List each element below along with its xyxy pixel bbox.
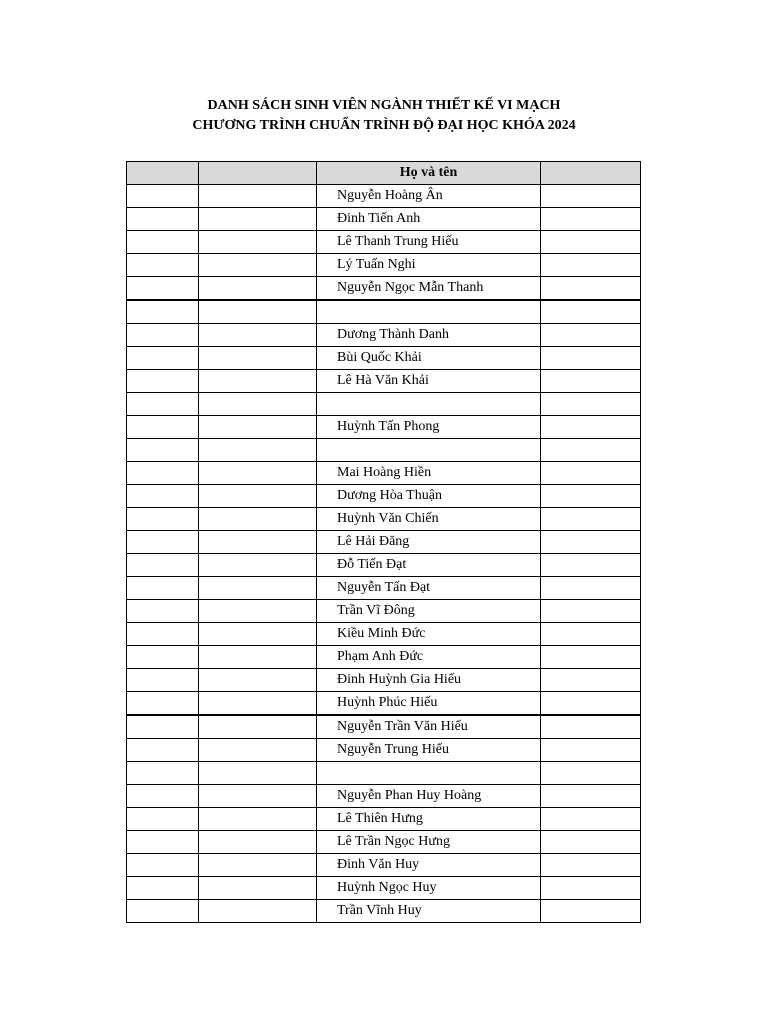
table-row (127, 692, 641, 716)
table-row (127, 462, 641, 485)
empty-cell (127, 831, 199, 854)
empty-cell (127, 185, 199, 208)
empty-cell (541, 692, 641, 716)
empty-cell (541, 646, 641, 669)
empty-cell (199, 554, 317, 577)
column-header (541, 162, 641, 185)
student-name-cell (317, 439, 541, 462)
empty-cell (199, 692, 317, 716)
empty-cell (127, 508, 199, 531)
empty-cell (541, 715, 641, 739)
empty-cell (541, 277, 641, 301)
empty-cell (199, 393, 317, 416)
empty-cell (541, 623, 641, 646)
empty-cell (127, 462, 199, 485)
student-name-cell: Trần Vĩnh Huy (317, 900, 541, 923)
table-row (127, 300, 641, 324)
table-row (127, 485, 641, 508)
empty-cell (541, 531, 641, 554)
table-row (127, 577, 641, 600)
empty-cell (199, 739, 317, 762)
empty-cell (127, 623, 199, 646)
student-name-cell: Lý Tuấn Nghi (317, 254, 541, 277)
empty-cell (541, 324, 641, 347)
student-name-cell: Dương Thành Danh (317, 324, 541, 347)
table-row (127, 370, 641, 393)
table-row (127, 254, 641, 277)
student-name-cell: Lê Thiên Hưng (317, 808, 541, 831)
empty-cell (541, 300, 641, 324)
empty-cell (199, 669, 317, 692)
table-row (127, 231, 641, 254)
empty-cell (199, 416, 317, 439)
document-title-line1: DANH SÁCH SINH VIÊN NGÀNH THIẾT KẾ VI MẠCH (207, 98, 561, 113)
student-name-cell: Đinh Huỳnh Gia Hiếu (317, 669, 541, 692)
empty-cell (199, 623, 317, 646)
column-header-full-name: Họ và tên (317, 162, 541, 185)
empty-cell (541, 854, 641, 877)
table-row (127, 715, 641, 739)
empty-cell (127, 231, 199, 254)
empty-cell (541, 254, 641, 277)
student-name-cell: Nguyễn Ngọc Mẫn Thanh (317, 277, 541, 301)
empty-cell (541, 669, 641, 692)
table-row (127, 739, 641, 762)
empty-cell (541, 208, 641, 231)
table-row (127, 762, 641, 785)
student-name-cell: Nguyễn Hoàng Ân (317, 185, 541, 208)
empty-cell (199, 600, 317, 623)
empty-cell (199, 300, 317, 324)
empty-cell (199, 831, 317, 854)
student-name-cell (317, 393, 541, 416)
empty-cell (199, 577, 317, 600)
empty-cell (541, 831, 641, 854)
empty-cell (127, 531, 199, 554)
table-row (127, 393, 641, 416)
empty-cell (127, 762, 199, 785)
empty-cell (127, 600, 199, 623)
student-name-cell: Nguyễn Trung Hiếu (317, 739, 541, 762)
empty-cell (127, 324, 199, 347)
empty-cell (199, 808, 317, 831)
student-name-cell: Huỳnh Tấn Phong (317, 416, 541, 439)
empty-cell (127, 877, 199, 900)
empty-cell (541, 808, 641, 831)
empty-cell (127, 646, 199, 669)
empty-cell (541, 577, 641, 600)
empty-cell (127, 416, 199, 439)
student-name-cell: Dương Hòa Thuận (317, 485, 541, 508)
table-row (127, 347, 641, 370)
empty-cell (199, 370, 317, 393)
empty-cell (199, 462, 317, 485)
table-row (127, 208, 641, 231)
empty-cell (127, 254, 199, 277)
table-row (127, 854, 641, 877)
table-row (127, 900, 641, 923)
table-row (127, 439, 641, 462)
empty-cell (127, 277, 199, 301)
empty-cell (541, 900, 641, 923)
empty-cell (541, 416, 641, 439)
student-name-cell: Lê Hà Văn Khải (317, 370, 541, 393)
empty-cell (127, 808, 199, 831)
empty-cell (199, 762, 317, 785)
empty-cell (199, 231, 317, 254)
empty-cell (541, 877, 641, 900)
student-name-cell: Huỳnh Ngọc Huy (317, 877, 541, 900)
document-title-line2: CHƯƠNG TRÌNH CHUẨN TRÌNH ĐỘ ĐẠI HỌC KHÓA 2024 (192, 118, 576, 133)
empty-cell (199, 347, 317, 370)
empty-cell (199, 208, 317, 231)
table-row (127, 831, 641, 854)
table-row (127, 623, 641, 646)
empty-cell (199, 715, 317, 739)
empty-cell (541, 439, 641, 462)
empty-cell (199, 439, 317, 462)
empty-cell (127, 715, 199, 739)
table-row (127, 324, 641, 347)
empty-cell (127, 554, 199, 577)
empty-cell (127, 208, 199, 231)
empty-cell (199, 877, 317, 900)
table-row (127, 185, 641, 208)
table-row (127, 531, 641, 554)
student-name-cell: Huỳnh Phúc Hiếu (317, 692, 541, 716)
column-header (127, 162, 199, 185)
empty-cell (127, 577, 199, 600)
empty-cell (541, 508, 641, 531)
student-name-cell: Lê Thanh Trung Hiếu (317, 231, 541, 254)
empty-cell (541, 347, 641, 370)
empty-cell (199, 900, 317, 923)
student-name-cell: Phạm Anh Đức (317, 646, 541, 669)
table-row (127, 277, 641, 301)
empty-cell (199, 508, 317, 531)
empty-cell (127, 393, 199, 416)
empty-cell (541, 554, 641, 577)
student-name-cell: Đinh Văn Huy (317, 854, 541, 877)
empty-cell (541, 370, 641, 393)
empty-cell (127, 900, 199, 923)
student-name-cell: Nguyễn Phan Huy Hoàng (317, 785, 541, 808)
table-row (127, 508, 641, 531)
empty-cell (127, 692, 199, 716)
student-name-cell: Huỳnh Văn Chiến (317, 508, 541, 531)
empty-cell (199, 785, 317, 808)
table-row (127, 600, 641, 623)
empty-cell (127, 485, 199, 508)
table-row (127, 877, 641, 900)
empty-cell (199, 854, 317, 877)
column-header (199, 162, 317, 185)
student-name-cell (317, 300, 541, 324)
empty-cell (541, 600, 641, 623)
student-name-cell: Nguyễn Tấn Đạt (317, 577, 541, 600)
empty-cell (199, 277, 317, 301)
table-row (127, 669, 641, 692)
table-header-row (127, 162, 641, 185)
empty-cell (199, 185, 317, 208)
empty-cell (127, 785, 199, 808)
table-row (127, 646, 641, 669)
empty-cell (541, 185, 641, 208)
student-name-cell: Đỗ Tiến Đạt (317, 554, 541, 577)
empty-cell (541, 231, 641, 254)
student-name-cell: Mai Hoàng Hiền (317, 462, 541, 485)
student-name-cell: Lê Trần Ngọc Hưng (317, 831, 541, 854)
empty-cell (127, 370, 199, 393)
empty-cell (199, 646, 317, 669)
empty-cell (541, 485, 641, 508)
student-name-cell: Kiều Minh Đức (317, 623, 541, 646)
empty-cell (541, 739, 641, 762)
student-list-table (126, 161, 641, 923)
empty-cell (127, 347, 199, 370)
empty-cell (541, 393, 641, 416)
student-name-cell: Trần Vĩ Đông (317, 600, 541, 623)
table-row (127, 416, 641, 439)
table-row (127, 808, 641, 831)
empty-cell (127, 669, 199, 692)
empty-cell (127, 854, 199, 877)
table-row (127, 785, 641, 808)
student-name-cell: Lê Hải Đăng (317, 531, 541, 554)
empty-cell (541, 762, 641, 785)
empty-cell (199, 531, 317, 554)
empty-cell (199, 324, 317, 347)
student-name-cell (317, 762, 541, 785)
empty-cell (199, 485, 317, 508)
empty-cell (127, 300, 199, 324)
student-name-cell: Bùi Quốc Khải (317, 347, 541, 370)
table-row (127, 554, 641, 577)
empty-cell (127, 439, 199, 462)
student-name-cell: Đinh Tiến Anh (317, 208, 541, 231)
empty-cell (541, 785, 641, 808)
empty-cell (541, 462, 641, 485)
student-name-cell: Nguyễn Trần Văn Hiếu (317, 715, 541, 739)
empty-cell (127, 739, 199, 762)
empty-cell (199, 254, 317, 277)
